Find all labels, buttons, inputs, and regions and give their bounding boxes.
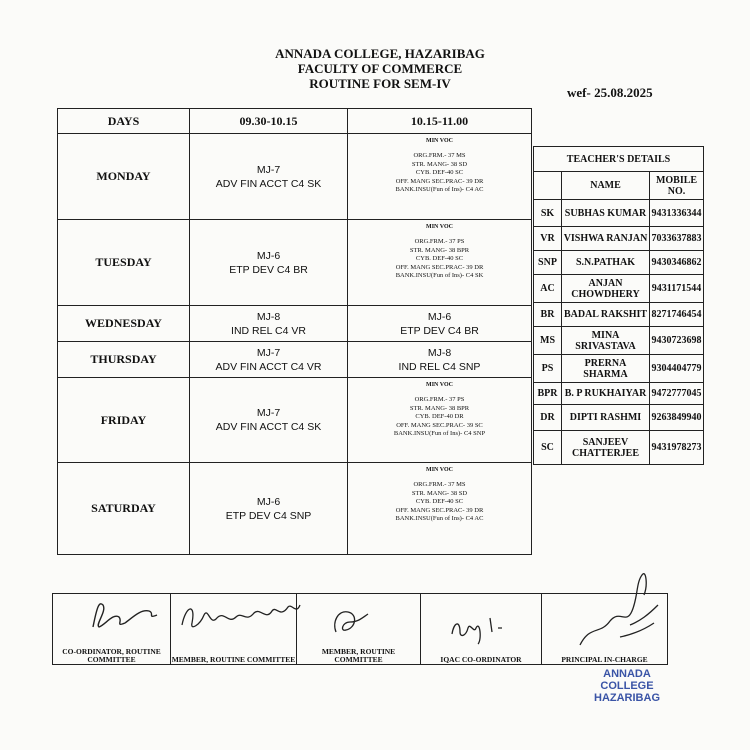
voc-line: STR. MANG- 38 BPR bbox=[409, 246, 470, 254]
signature-cell: MEMBER, ROUTINE COMMITTEE bbox=[171, 594, 297, 665]
slot1-cell bbox=[190, 463, 348, 555]
slot2-cell bbox=[348, 220, 532, 306]
voc-line: STR. MANG- 38 BPR bbox=[409, 404, 470, 412]
voc-line: CYB. DEF-40 SC bbox=[415, 169, 464, 176]
voc-line: BANK.INSU(Fun of Ins)- C4 SNP bbox=[393, 430, 486, 437]
voc-line: CYB. DEF-40 SC bbox=[415, 255, 464, 262]
effective-date: wef- 25.08.2025 bbox=[567, 85, 653, 100]
teacher-mobile: 8271746454 bbox=[650, 303, 704, 327]
teacher-name: B. P RUKHAIYAR bbox=[562, 383, 650, 405]
teacher-name: DIPTI RASHMI bbox=[562, 405, 650, 431]
teacher-code: SNP bbox=[534, 251, 562, 275]
signature-cell: PRINCIPAL IN-CHARGE bbox=[542, 594, 668, 665]
teacher-mobile: 9431978273 bbox=[650, 431, 704, 465]
table-row bbox=[58, 134, 532, 220]
slot2-cell bbox=[348, 134, 532, 220]
teacher-code: PS bbox=[534, 355, 562, 383]
course-code: MJ-6 bbox=[256, 495, 281, 508]
min-voc-title: MIN VOC bbox=[426, 224, 453, 230]
voc-line: CYB. DEF-40 SC bbox=[415, 498, 464, 505]
voc-line: OFF. MANG SEC.PRAC- 39 DR bbox=[395, 506, 484, 514]
stamp-line: ANNADA COLLEGE bbox=[600, 668, 654, 692]
teacher-mobile: 9431336344 bbox=[650, 200, 704, 227]
slot1-cell bbox=[190, 134, 348, 220]
teacher-mobile: 9304404779 bbox=[650, 355, 704, 383]
day-cell: MONDAY bbox=[58, 134, 190, 220]
teacher-header-row bbox=[534, 172, 704, 200]
voc-line: CYB. DEF-40 DR bbox=[415, 413, 464, 420]
college-stamp bbox=[584, 668, 670, 704]
slot1-cell bbox=[190, 342, 348, 378]
table-row bbox=[534, 227, 704, 251]
day-cell: TUESDAY bbox=[58, 220, 190, 306]
teacher-code: VR bbox=[534, 227, 562, 251]
course-code: MJ-7 bbox=[256, 163, 281, 176]
teacher-mobile: 9431171544 bbox=[650, 275, 704, 303]
voc-line: ORG.FRM.- 37 PS bbox=[414, 396, 465, 403]
slot1-cell bbox=[190, 220, 348, 306]
voc-line: ORG.FRM.- 37 MS bbox=[413, 481, 466, 488]
slot1-cell bbox=[190, 378, 348, 463]
teacher-title-row bbox=[534, 147, 704, 172]
slot1-cell bbox=[190, 306, 348, 342]
course-detail: ADV FIN ACCT C4 VR bbox=[215, 360, 322, 373]
signature-scribble bbox=[322, 604, 372, 642]
college-name: ANNADA COLLEGE, HAZARIBAG bbox=[275, 46, 485, 61]
course-detail: ADV FIN ACCT C4 SK bbox=[215, 421, 322, 433]
table-row bbox=[534, 251, 704, 275]
day-cell: THURSDAY bbox=[58, 342, 190, 378]
code-header bbox=[534, 172, 562, 200]
course-code: MJ-7 bbox=[256, 407, 281, 419]
routine-title: ROUTINE FOR SEM-IV bbox=[309, 76, 451, 91]
day-cell: FRIDAY bbox=[58, 378, 190, 463]
table-row bbox=[58, 220, 532, 306]
course-detail: IND REL C4 VR bbox=[231, 324, 306, 337]
table-row bbox=[534, 355, 704, 383]
voc-line: BANK.INSU(Fun of Ins)- C4 SK bbox=[395, 272, 484, 279]
teacher-code: DR bbox=[534, 405, 562, 431]
table-row bbox=[58, 342, 532, 378]
signature-scribble bbox=[176, 595, 306, 641]
table-row bbox=[534, 303, 704, 327]
table-row bbox=[534, 431, 704, 465]
teacher-name: ANJAN CHOWDHERY bbox=[562, 275, 650, 303]
course-code: MJ-6 bbox=[256, 249, 281, 262]
teacher-name: SANJEEV CHATTERJEE bbox=[562, 431, 650, 465]
teacher-code: AC bbox=[534, 275, 562, 303]
day-cell: WEDNESDAY bbox=[58, 306, 190, 342]
signature-scribble bbox=[570, 565, 670, 655]
slot2-cell bbox=[348, 378, 532, 463]
voc-line: OFF. MANG SEC.PRAC- 39 DR bbox=[395, 177, 484, 185]
course-code: MJ-6 bbox=[427, 310, 452, 323]
teacher-code: MS bbox=[534, 327, 562, 355]
teacher-code: BPR bbox=[534, 383, 562, 405]
course-detail: ETP DEV C4 SNP bbox=[225, 509, 312, 522]
voc-line: OFF. MANG SEC.PRAC- 39 SC bbox=[396, 421, 483, 429]
voc-line: BANK.INSU(Fun of Ins)- C4 AC bbox=[395, 186, 484, 193]
table-row bbox=[58, 463, 532, 555]
table-row bbox=[534, 405, 704, 431]
teacher-name: SUBHAS KUMAR bbox=[562, 200, 650, 227]
voc-line: ORG.FRM.- 37 MS bbox=[413, 152, 466, 159]
signature-scribble bbox=[85, 597, 165, 637]
teacher-name: PRERNA SHARMA bbox=[562, 355, 650, 383]
teacher-code: SC bbox=[534, 431, 562, 465]
routine-table bbox=[57, 108, 532, 555]
routine-header-row bbox=[58, 109, 532, 134]
table-row bbox=[58, 378, 532, 463]
teacher-code: SK bbox=[534, 200, 562, 227]
slot1-header: 09.30-10.15 bbox=[190, 109, 348, 134]
faculty-name: FACULTY OF COMMERCE bbox=[297, 61, 463, 76]
voc-line: STR. MANG- 38 SD bbox=[411, 160, 468, 168]
signature-scribble bbox=[446, 610, 506, 646]
teacher-name: VISHWA RANJAN bbox=[562, 227, 650, 251]
table-row bbox=[534, 327, 704, 355]
teacher-details-table bbox=[533, 146, 704, 465]
course-detail: ETP DEV C4 BR bbox=[229, 263, 308, 276]
days-header: DAYS bbox=[58, 109, 190, 134]
teacher-name: MINA SRIVASTAVA bbox=[562, 327, 650, 355]
teacher-mobile: 9472777045 bbox=[650, 383, 704, 405]
teacher-name: BADAL RAKSHIT bbox=[562, 303, 650, 327]
slot2-header: 10.15-11.00 bbox=[348, 109, 532, 134]
table-row bbox=[534, 275, 704, 303]
slot2-cell bbox=[348, 463, 532, 555]
teacher-details-title: TEACHER'S DETAILS bbox=[534, 147, 704, 172]
stamp-line: HAZARIBAG bbox=[594, 692, 660, 704]
voc-line: ORG.FRM.- 37 PS bbox=[414, 238, 465, 245]
table-row bbox=[534, 383, 704, 405]
slot2-cell bbox=[348, 306, 532, 342]
teacher-mobile: 9430346862 bbox=[650, 251, 704, 275]
mobile-header: MOBILE NO. bbox=[650, 172, 704, 200]
day-cell: SATURDAY bbox=[58, 463, 190, 555]
voc-line: BANK.INSU(Fun of Ins)- C4 AC bbox=[395, 515, 484, 522]
course-detail: IND REL C4 SNP bbox=[398, 360, 481, 373]
min-voc-title: MIN VOC bbox=[426, 467, 453, 473]
teacher-name: S.N.PATHAK bbox=[562, 251, 650, 275]
teacher-mobile: 9263849940 bbox=[650, 405, 704, 431]
course-detail: ADV FIN ACCT C4 SK bbox=[215, 177, 322, 190]
teacher-mobile: 9430723698 bbox=[650, 327, 704, 355]
course-detail: ETP DEV C4 BR bbox=[400, 324, 479, 337]
signature-cell: MEMBER, ROUTINE COMMITTEE bbox=[297, 594, 421, 665]
slot2-cell bbox=[348, 342, 532, 378]
course-code: MJ-8 bbox=[427, 346, 452, 359]
name-header: NAME bbox=[562, 172, 650, 200]
voc-line: STR. MANG- 38 SD bbox=[411, 489, 468, 497]
teacher-mobile: 7033637883 bbox=[650, 227, 704, 251]
signature-cell: CO-ORDINATOR, ROUTINE COMMITTEE bbox=[53, 594, 171, 665]
min-voc-title: MIN VOC bbox=[426, 138, 453, 144]
voc-line: OFF. MANG SEC.PRAC- 39 DR bbox=[395, 263, 484, 271]
table-row bbox=[58, 306, 532, 342]
course-code: MJ-7 bbox=[256, 346, 281, 359]
teacher-code: BR bbox=[534, 303, 562, 327]
min-voc-title: MIN VOC bbox=[426, 382, 453, 388]
signature-cell: IQAC CO-ORDINATOR bbox=[421, 594, 542, 665]
course-code: MJ-8 bbox=[256, 310, 281, 323]
table-row bbox=[534, 200, 704, 227]
